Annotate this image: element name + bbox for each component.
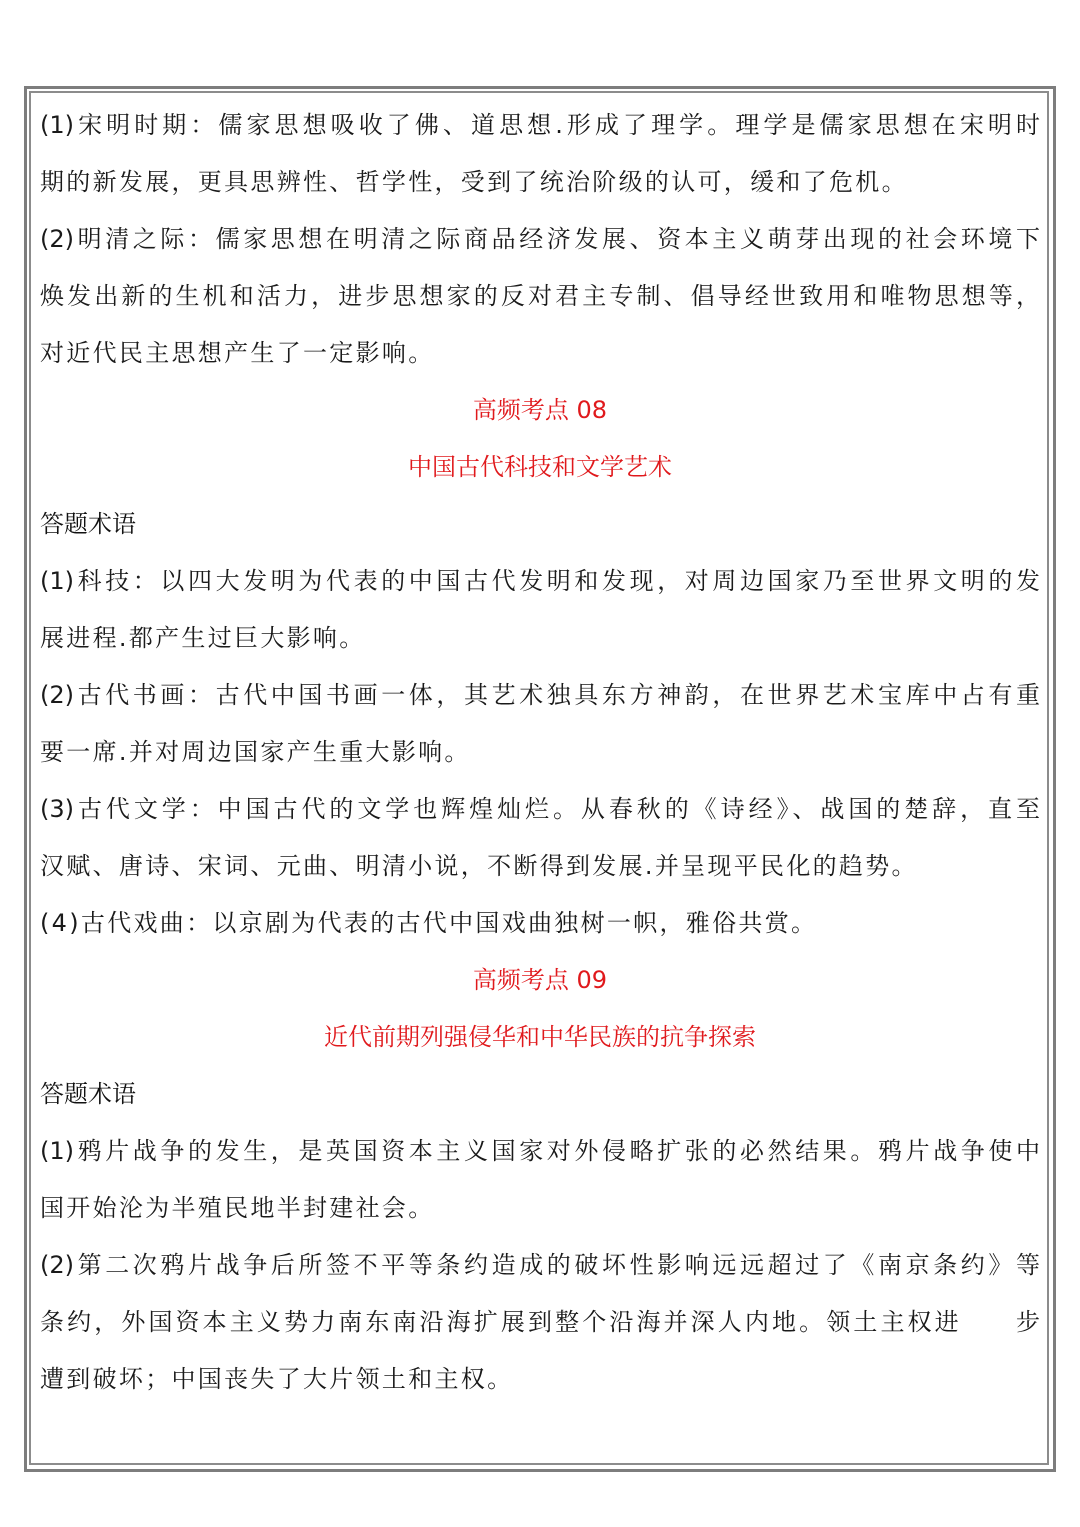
paragraph-line: 展进程.都产生过巨大影响。 [40,624,366,652]
topic-09-subheading: 答题术语 [40,1080,136,1108]
paragraph-line: 对近代民主思想产生了一定影响。 [40,339,435,367]
paragraph-line: (2)第二次鸦片战争后所签不平等条约造成的破坏性影响远远超过了《南京条约》等 [40,1251,1040,1279]
paragraph-line: (1)宋明时期：儒家思想吸收了佛、道思想.形成了理学。理学是儒家思想在宋明时 [40,111,1040,139]
paragraph-line: (2)明清之际：儒家思想在明清之际商品经济发展、资本主义萌芽出现的社会环境下 [40,225,1040,253]
topic-08-subheading: 答题术语 [40,510,136,538]
topic-09-title: 近代前期列强侵华和中华民族的抗争探索 [324,1023,756,1051]
paragraph-line: 遭到破坏；中国丧失了大片领土和主权。 [40,1365,514,1393]
topic-08-label: 高频考点 08 [472,396,608,424]
paragraph-line: (3)古代文学：中国古代的文学也辉煌灿烂。从春秋的《诗经》、战国的楚辞，直至 [40,795,1040,823]
paragraph-line: (1)鸦片战争的发生，是英国资本主义国家对外侵略扩张的必然结果。鸦片战争使中 [40,1137,1040,1165]
document-body [40,97,1040,1408]
paragraph-line: 汉赋、唐诗、宋词、元曲、明清小说，不断得到发展.并呈现平民化的趋势。 [40,852,918,880]
paragraph-line: 条约，外国资本主义势力南东南沿海扩展到整个沿海并深人内地。领土主权进 步 [40,1308,1040,1336]
topic-09-label: 高频考点 09 [472,966,608,994]
paragraph-line: 期的新发展，更具思辨性、哲学性，受到了统治阶级的认可，缓和了危机。 [40,168,908,196]
topic-08-title: 中国古代科技和文学艺术 [408,453,672,481]
paragraph-line: 要一席.并对周边国家产生重大影响。 [40,738,471,766]
paragraph-line: 国开始沦为半殖民地半封建社会。 [40,1194,435,1222]
paragraph-line: 焕发出新的生机和活力，进步思想家的反对君主专制、倡导经世致用和唯物思想等， [40,282,1040,310]
paragraph-line: (4)古代戏曲：以京剧为代表的古代中国戏曲独树一帜，雅俗共赏。 [40,909,818,937]
paragraph-line: (2)古代书画：古代中国书画一体，其艺术独具东方神韵，在世界艺术宝库中占有重 [40,681,1040,709]
paragraph-line: (1)科技：以四大发明为代表的中国古代发明和发现，对周边国家乃至世界文明的发 [40,567,1040,595]
